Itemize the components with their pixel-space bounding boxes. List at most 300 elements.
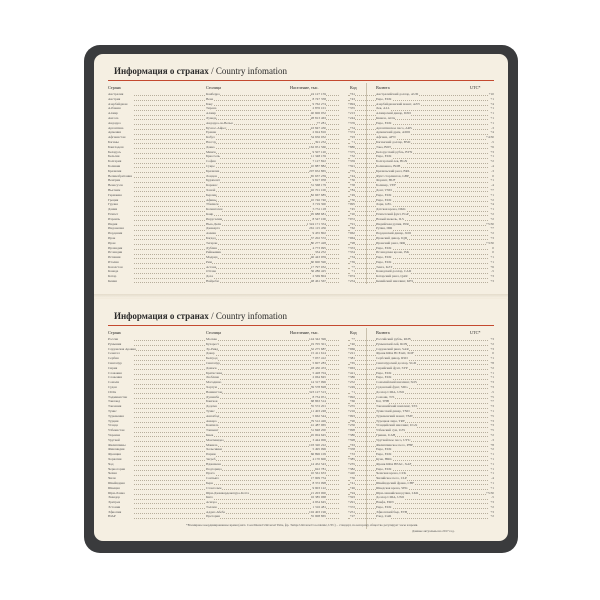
cell-population: 103 320 222 xyxy=(309,442,326,447)
cell-population: 32 275 687 xyxy=(310,346,326,351)
cell-capital: Нджамена xyxy=(206,461,221,466)
cell-utc: +3 xyxy=(490,418,494,423)
cell-currency: Иракский динар, IQD xyxy=(376,235,408,240)
cell-country: Чили xyxy=(108,476,116,481)
cell-currency: Кенийский шиллинг, KES xyxy=(376,279,414,284)
title-rule xyxy=(108,325,494,326)
cell-utc: +1 xyxy=(490,456,494,461)
bottom-page xyxy=(94,299,508,541)
cell-country: Эритрея xyxy=(108,500,121,505)
cell-country: Ирак xyxy=(108,235,116,240)
cell-population: 31 568 179 xyxy=(310,183,326,188)
cell-code: +56 xyxy=(349,476,355,481)
cell-code: +36 xyxy=(349,178,355,183)
title-en: / Country infomation xyxy=(211,66,288,76)
cell-currency: Евро, EUR xyxy=(376,192,392,197)
cell-currency: Индийская рупия, INR xyxy=(376,221,409,226)
cell-code: +221 xyxy=(348,351,355,356)
dot-leader xyxy=(348,282,488,283)
cell-capital: Рим xyxy=(206,259,212,264)
cell-code: +7 xyxy=(351,264,355,269)
cell-country: Израиль xyxy=(108,216,121,221)
cell-currency: Эфиопский быр, ETB xyxy=(376,509,408,514)
cell-capital: Манила xyxy=(206,442,218,447)
cell-population: 334 252 xyxy=(314,250,326,255)
cell-utc: -5 xyxy=(491,389,494,394)
cell-population: 4 954 645 xyxy=(312,500,326,505)
cell-country: Туркмения xyxy=(108,413,124,418)
cell-code: +994 xyxy=(348,101,355,106)
cell-country: Сирия xyxy=(108,365,118,370)
cell-capital: Сукре xyxy=(206,163,215,168)
cell-capital: Додома xyxy=(206,404,217,409)
cell-code: +372 xyxy=(348,504,355,509)
cell-currency: Куна, HRK xyxy=(376,456,392,461)
cell-utc: +1 xyxy=(490,120,494,125)
cell-utc: 0 xyxy=(492,245,494,250)
cell-capital: Алжир xyxy=(206,111,216,116)
cell-population: 8 372 098 xyxy=(312,480,326,485)
cell-utc: +1 xyxy=(490,154,494,159)
cell-currency: Сомони, TJS xyxy=(376,394,395,399)
cell-population: 21 203 000 xyxy=(310,490,326,495)
cell-currency: Армянский драм, AMD xyxy=(376,130,410,135)
cell-country: Катар xyxy=(108,274,117,279)
cell-country: Германия xyxy=(108,192,122,197)
cell-utc: +2 xyxy=(490,365,494,370)
cell-utc: +3 xyxy=(490,346,494,351)
dot-leader xyxy=(134,282,339,283)
cell-utc: +1 xyxy=(490,485,494,490)
cell-capital: Москва xyxy=(206,337,217,341)
cell-capital: Баку xyxy=(206,101,213,106)
cell-capital: Бангкок xyxy=(206,399,218,404)
cell-code: +593 xyxy=(348,495,355,500)
cell-utc: +2 xyxy=(490,159,494,164)
cell-code: +216 xyxy=(348,408,355,413)
cell-capital: Лондон xyxy=(206,173,217,178)
cell-utc: +3 xyxy=(490,384,494,389)
cell-country: Эстония xyxy=(108,504,121,509)
cell-code: +380 xyxy=(348,432,355,437)
cell-capital: Эр-Рияд xyxy=(206,346,219,351)
cell-utc: +5 xyxy=(490,413,494,418)
cell-currency: Евро, EUR xyxy=(376,452,392,457)
cell-code: +385 xyxy=(348,456,355,461)
cell-population: 40 606 052 xyxy=(310,111,326,116)
cell-code: +355 xyxy=(348,106,355,111)
cell-code: +55 xyxy=(349,168,355,173)
cell-currency: Турецкая лира, TRY xyxy=(376,418,406,423)
cell-currency: Донг, VND xyxy=(376,187,392,192)
cell-country: Словакия xyxy=(108,370,122,375)
cell-utc: +1 xyxy=(490,192,494,197)
cell-code: +45 xyxy=(349,207,355,212)
cell-country: Шри-Ланка xyxy=(108,490,125,495)
cell-code: +252 xyxy=(348,380,355,385)
cell-population: 5 607 283 xyxy=(312,360,326,365)
cell-population: 4 170 600 xyxy=(312,456,326,461)
cell-country: Эфиопия xyxy=(108,509,122,514)
cell-code: +61 xyxy=(349,92,355,96)
cell-population: 79 512 426 xyxy=(310,418,326,423)
cell-country: Дания xyxy=(108,207,118,212)
cell-population: 1 324 171 354 xyxy=(306,221,326,226)
cell-capital: Монтевидео xyxy=(206,437,224,442)
cell-country: Кения xyxy=(108,279,117,284)
cell-capital: Киев xyxy=(206,432,214,437)
cell-capital: Анкара xyxy=(206,418,217,423)
cell-country: Швеция xyxy=(108,485,120,490)
cell-population: 36 286 425 xyxy=(310,269,326,274)
cell-currency: Российский рубль, RUB xyxy=(376,337,411,341)
dot-leader xyxy=(348,518,488,519)
dot-leader xyxy=(134,518,339,519)
cell-code: +30 xyxy=(349,197,355,202)
cell-currency: Египетский фунт, EGP xyxy=(376,211,409,216)
cell-population: 77 281 xyxy=(316,120,326,125)
cell-code: +291 xyxy=(348,500,355,505)
cell-utc: +2 xyxy=(490,504,494,509)
title-en: / Country infomation xyxy=(211,311,288,321)
header-currency: Валюта xyxy=(376,85,390,90)
cell-utc: +2 xyxy=(490,216,494,221)
cell-capital: Кабул xyxy=(206,135,215,140)
cell-utc: +2 xyxy=(490,341,494,346)
cell-capital: Дублин xyxy=(206,245,217,250)
cell-country: Канада xyxy=(108,269,119,274)
cell-population: 8 547 100 xyxy=(312,216,326,221)
cell-currency: Филиппинское песо, PHP xyxy=(376,442,413,447)
cell-population: 9 817 958 xyxy=(312,178,326,183)
cell-country: Швейцария xyxy=(108,480,125,485)
cell-utc: +2 xyxy=(490,211,494,216)
cell-currency: Алжирский динар, DZD xyxy=(376,111,411,116)
cell-country: Великобритания xyxy=(108,173,132,178)
cell-country: Индонезия xyxy=(108,226,124,231)
cell-country: Судан xyxy=(108,384,117,389)
cell-utc: +3 xyxy=(490,235,494,240)
cell-utc: +8 xyxy=(490,442,494,447)
cell-country: Таджикистан xyxy=(108,394,128,399)
cell-code: +46 xyxy=(349,485,355,490)
cell-country: ЮАР xyxy=(108,514,116,519)
cell-code: +66 xyxy=(349,399,355,404)
footnote-date: Данные актуальны на 2017 год. xyxy=(412,529,455,533)
cell-utc: +1 xyxy=(490,106,494,111)
cell-currency: Румынский лей, RON xyxy=(376,341,408,346)
cell-country: Беларусь xyxy=(108,149,122,154)
cell-currency: Евро, EUR xyxy=(376,154,392,159)
cell-utc: -5 xyxy=(491,495,494,500)
cell-country: Исландия xyxy=(108,250,123,255)
cell-code: +972 xyxy=(348,216,355,221)
cell-code: +375 xyxy=(348,149,355,154)
cell-capital: Таллин xyxy=(206,504,217,509)
cell-population: 55 572 201 xyxy=(310,404,326,409)
cell-population: 24 127 159 xyxy=(310,92,326,96)
cell-code: +43 xyxy=(349,96,355,101)
cell-capital: Ташкент xyxy=(206,428,219,433)
cell-population: 261 115 456 xyxy=(309,226,326,231)
cell-code: +353 xyxy=(348,245,355,250)
cell-capital: Сантьяго xyxy=(206,476,220,481)
cell-currency: Франк КФА ВСЕАО, XOF xyxy=(376,351,414,356)
cell-code: +7 xyxy=(351,337,355,341)
cell-capital: Хельсинки xyxy=(206,447,222,452)
cell-currency: Узбекский сум, UZS xyxy=(376,428,406,433)
cell-population: 43 847 430 xyxy=(310,125,326,130)
cell-population: 1 316 481 xyxy=(312,504,326,509)
cell-currency: Евро, EUR xyxy=(376,375,392,380)
cell-capital: Каракас xyxy=(206,183,218,188)
cell-currency: Катарский риал, QAR xyxy=(376,274,408,279)
cell-country: Тунис xyxy=(108,408,117,413)
cell-population: 5 428 704 xyxy=(312,370,326,375)
cell-country: Австрия xyxy=(108,96,121,101)
cell-code: +963 xyxy=(348,365,355,370)
header-population: Население, тыс. xyxy=(290,330,319,335)
cell-country: Египет xyxy=(108,211,119,216)
cell-population: 17 797 032 xyxy=(310,264,326,269)
cell-population: 10 746 740 xyxy=(310,197,326,202)
cell-code: +386 xyxy=(348,375,355,380)
cell-currency: Австралийский доллар, AUD xyxy=(376,92,419,96)
cell-capital: Претория xyxy=(206,514,220,519)
cell-currency: Тунисский динар, TND xyxy=(376,408,410,413)
cell-code: +65 xyxy=(349,360,355,365)
cell-capital: Ашхабад xyxy=(206,413,220,418)
cell-currency: Рупия, IDR xyxy=(376,226,393,231)
cell-utc: +5:30 xyxy=(486,221,494,226)
cell-currency: Угандийский шиллинг, UGX xyxy=(376,423,418,428)
cell-code: +998 xyxy=(348,428,355,433)
cell-population: 48 461 567 xyxy=(310,279,326,284)
cell-population: 102 403 196 xyxy=(309,509,326,514)
cell-capital: Стокгольм xyxy=(206,485,222,490)
cell-currency: Афгани, AFN xyxy=(376,135,396,140)
cell-country: Бангладеш xyxy=(108,144,124,149)
cell-code: +256 xyxy=(348,423,355,428)
cell-population: 18 430 453 xyxy=(310,365,326,370)
title-ru: Информация о странах xyxy=(114,311,209,321)
cell-utc: +3 xyxy=(490,423,494,428)
cell-currency: Туркменский манат, TMT xyxy=(376,413,413,418)
cell-population: 3 719 300 xyxy=(312,202,326,207)
cell-utc: -3 xyxy=(491,437,494,442)
cell-country: Венесуэла xyxy=(108,183,123,188)
cell-population: 46 443 959 xyxy=(310,255,326,260)
cell-code: +91 xyxy=(349,221,355,226)
cell-population: 45 004 645 xyxy=(310,432,326,437)
cell-utc: +6 xyxy=(490,264,494,269)
cell-utc: -4 xyxy=(491,183,494,188)
page-title xyxy=(114,311,287,321)
cell-country: Вьетнам xyxy=(108,187,121,192)
cell-code: +382 xyxy=(348,466,355,471)
cell-capital: Могадишо xyxy=(206,380,222,385)
cell-population: 5 662 544 xyxy=(312,413,326,418)
cell-country: Уганда xyxy=(108,423,119,428)
cell-capital: Копенгаген xyxy=(206,207,223,212)
cell-population: 15 411 614 xyxy=(310,351,326,356)
cell-utc: +1 xyxy=(490,480,494,485)
cell-code: +27 xyxy=(349,514,355,519)
cell-currency: Шри-ланкийская рупия, LKR xyxy=(376,490,419,495)
cell-currency: Бат, THB xyxy=(376,399,390,404)
cell-country: Бельгия xyxy=(108,154,120,159)
footnote: *Всемирное координированное время (англ. Coordinated Universal Time, фр. Temps Universel Coordonné, UTC) – стандарт, по которому общество регулирует часы и время. xyxy=(186,523,419,527)
cell-capital: Бразилиа xyxy=(206,168,220,173)
cell-currency: Лари, GEL xyxy=(376,202,392,207)
cell-country: Чад xyxy=(108,461,114,466)
cell-capital: Нассау xyxy=(206,139,217,144)
cell-code: +32 xyxy=(349,154,355,159)
cell-utc: 0 xyxy=(492,173,494,178)
cell-population: 41 487 965 xyxy=(310,423,326,428)
cell-capital: Астана xyxy=(206,264,217,269)
cell-population: 10 887 882 xyxy=(310,163,326,168)
cell-code: +39 xyxy=(349,259,355,264)
cell-utc: +4 xyxy=(490,202,494,207)
cell-currency: Франк КФА ВЕАС, XAF xyxy=(376,461,412,466)
cell-country: Филиппины xyxy=(108,442,126,447)
cell-capital: Белград xyxy=(206,356,218,361)
cell-currency: Новый шекель, ILS xyxy=(376,216,404,221)
cell-capital: Буэнос-Айрес xyxy=(206,125,227,130)
cell-utc: +1 xyxy=(490,471,494,476)
cell-population: 2 064 845 xyxy=(312,375,326,380)
cell-capital: Оттава xyxy=(206,269,217,274)
cell-population: 28 813 463 xyxy=(310,115,326,120)
cell-code: +420 xyxy=(348,471,355,476)
country-table-top xyxy=(108,92,494,284)
cell-country: Танзания xyxy=(108,404,122,409)
header-utc: UTC* xyxy=(470,85,481,90)
cell-capital: София xyxy=(206,159,216,164)
page-title xyxy=(114,66,287,76)
cell-country: Боливия xyxy=(108,163,121,168)
cell-code: +598 xyxy=(348,437,355,442)
cell-country: Испания xyxy=(108,255,121,260)
cell-code: +58 xyxy=(349,183,355,188)
cell-currency: Боливар, VEF xyxy=(376,183,396,188)
cell-currency: Багамский доллар, BSD xyxy=(376,139,411,144)
cell-utc: +3:30 xyxy=(486,240,494,245)
cell-population: 19 705 301 xyxy=(310,341,326,346)
cell-country: Азербайджан xyxy=(108,101,128,106)
cell-currency: Суданский фунт, SDG xyxy=(376,384,408,389)
cell-capital: Амман xyxy=(206,231,217,236)
cell-capital: Ханой xyxy=(206,187,216,192)
cell-currency: Исландская крона, ISK xyxy=(376,250,410,255)
cell-capital: Канберра xyxy=(206,92,220,96)
cell-code: +964 xyxy=(348,235,355,240)
cell-currency: Аргентинское песо, ARS xyxy=(376,125,412,130)
cell-capital: Бухарест xyxy=(206,341,219,346)
cell-country: Иордания xyxy=(108,231,123,236)
cell-capital: Нью-Дели xyxy=(206,221,222,226)
cell-country: Чехия xyxy=(108,471,117,476)
cell-currency: Азербайджанский манат, AZN xyxy=(376,101,420,106)
cell-population: 5 731 118 xyxy=(312,207,326,212)
cell-capital: Будапешт xyxy=(206,178,220,183)
cell-utc: +1 xyxy=(490,370,494,375)
cell-utc: -3 xyxy=(491,125,494,130)
cell-utc: +2 xyxy=(490,231,494,236)
cell-country: Армения xyxy=(108,130,121,135)
header-utc: UTC* xyxy=(470,330,481,335)
cell-code: +880 xyxy=(348,144,355,149)
header-capital: Столица xyxy=(206,85,221,90)
cell-utc: +3 xyxy=(490,337,494,341)
cell-utc: +1 xyxy=(490,111,494,116)
cell-utc: +2 xyxy=(490,514,494,519)
cell-utc: +7 xyxy=(490,399,494,404)
cell-utc: +3 xyxy=(490,509,494,514)
cell-capital: Найроби xyxy=(206,279,219,284)
cell-currency: Саудовский риял, SAR xyxy=(376,346,409,351)
cell-capital: Кампала xyxy=(206,423,219,428)
cell-utc: +7 xyxy=(490,226,494,231)
cell-code: +44 xyxy=(349,173,355,178)
cell-code: +354 xyxy=(348,250,355,255)
cell-capital: Тунис xyxy=(206,408,215,413)
cell-currency: Шведская крона, SEK xyxy=(376,485,408,490)
cell-currency: Форинт, HUF xyxy=(376,178,396,183)
cell-code: +591 xyxy=(348,163,355,168)
cell-utc: +3 xyxy=(490,404,494,409)
cell-code: +40 xyxy=(349,341,355,346)
cell-country: Турция xyxy=(108,418,119,423)
cell-currency: Уругвайское песо, UYU xyxy=(376,437,411,442)
cell-capital: Париж xyxy=(206,452,216,457)
cell-code: +1 xyxy=(351,389,355,394)
cell-population: 8 747 358 xyxy=(312,96,326,101)
cell-population: 80 277 428 xyxy=(310,240,326,245)
cell-capital: Мадрид xyxy=(206,255,218,260)
cell-currency: Швейцарский франк, CHF xyxy=(376,480,415,485)
cell-utc: +8 xyxy=(490,360,494,365)
title-rule xyxy=(108,80,494,81)
cell-capital: Кито xyxy=(206,495,214,500)
cell-code: +244 xyxy=(348,115,355,120)
cell-capital: Тегеран xyxy=(206,240,218,245)
cell-population: 95 688 681 xyxy=(310,211,326,216)
cell-code: +254 xyxy=(348,279,355,284)
cell-code: +359 xyxy=(348,159,355,164)
cell-capital: Загреб xyxy=(206,456,216,461)
cell-country: Алжир xyxy=(108,111,118,116)
cell-currency: Лек, ALL xyxy=(376,106,390,111)
cell-country: Албания xyxy=(108,106,121,111)
cell-population: 5 495 096 xyxy=(312,447,326,452)
cell-code: +33 xyxy=(349,452,355,457)
cell-code: +251 xyxy=(348,509,355,514)
cell-utc: +5:30 xyxy=(486,490,494,495)
cell-country: Сингапур xyxy=(108,360,122,365)
cell-utc: 0 xyxy=(492,250,494,255)
title-ru: Информация о странах xyxy=(114,66,209,76)
cell-utc: +4 xyxy=(490,101,494,106)
cell-currency: Сингапурский доллар, SGD xyxy=(376,360,417,365)
cell-population: 144 342 396 xyxy=(309,337,326,341)
cell-country: Бразилия xyxy=(108,168,122,173)
cell-country: Финляндия xyxy=(108,447,125,452)
cell-currency: Накфа, ERN xyxy=(376,500,394,505)
cell-currency: Боливиано, BOB xyxy=(376,163,401,168)
cell-population: 622 781 xyxy=(314,466,326,471)
